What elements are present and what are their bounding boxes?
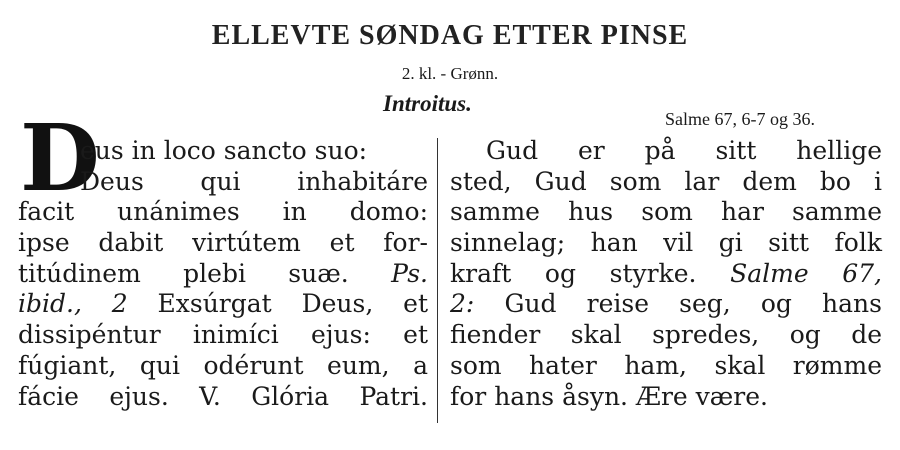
column-divider bbox=[437, 138, 438, 423]
norwegian-line: for hans åsyn. Ære være. bbox=[450, 381, 768, 411]
section-heading: Introitus. bbox=[383, 91, 472, 116]
norwegian-line: Gud er på sitt hellige bbox=[486, 136, 882, 165]
norwegian-line bbox=[450, 289, 882, 320]
latin-text-segment: titúdinem plebi suæ. bbox=[18, 258, 392, 288]
latin-line: dissipéntur inimíci ejus: et bbox=[18, 320, 428, 350]
norwegian-line: som hater ham, skal rømme bbox=[450, 350, 882, 380]
latin-column bbox=[18, 136, 428, 412]
drop-cap: D bbox=[20, 104, 100, 212]
latin-psalm-ref: Ps. bbox=[391, 258, 428, 288]
latin-line: ipse dabit virtútem et for- bbox=[18, 228, 428, 258]
norwegian-line: sinnelag; han vil gi sitt folk bbox=[450, 228, 882, 258]
latin-psalm-ref: ibid., 2 bbox=[18, 289, 128, 319]
norwegian-psalm-ref: 2: bbox=[450, 289, 475, 319]
latin-line: fácie ejus. V. Glória Patri. bbox=[18, 381, 428, 411]
latin-line bbox=[18, 289, 428, 320]
latin-line: eus in loco sancto suo: bbox=[80, 136, 368, 165]
norwegian-line: sted, Gud som lar dem bo i bbox=[450, 166, 882, 196]
liturgical-class-subtitle: 2. kl. - Grønn. bbox=[401, 64, 499, 83]
norwegian-line bbox=[450, 259, 882, 290]
latin-line: facit unánimes in domo: bbox=[18, 197, 428, 227]
norwegian-text-segment: Gud reise seg, og hans bbox=[474, 289, 882, 319]
latin-text-segment: Exsúrgat Deus, et bbox=[127, 289, 428, 319]
norwegian-line: fiender skal spredes, og de bbox=[450, 320, 882, 350]
page-title: ELLEVTE SØNDAG ETTER PINSE bbox=[211, 20, 689, 51]
psalm-reference: Salme 67, 6-7 og 36. bbox=[665, 109, 815, 129]
norwegian-column bbox=[450, 136, 882, 412]
norwegian-psalm-ref: Salme 67, bbox=[730, 258, 883, 288]
latin-line: fúgiant, qui odérunt eum, a bbox=[18, 350, 428, 380]
norwegian-line: samme hus som har samme bbox=[450, 197, 882, 227]
norwegian-text-segment: kraft og styrke. bbox=[450, 258, 731, 288]
latin-line: Deus qui inhabitáre bbox=[80, 166, 428, 196]
latin-line bbox=[18, 259, 428, 290]
